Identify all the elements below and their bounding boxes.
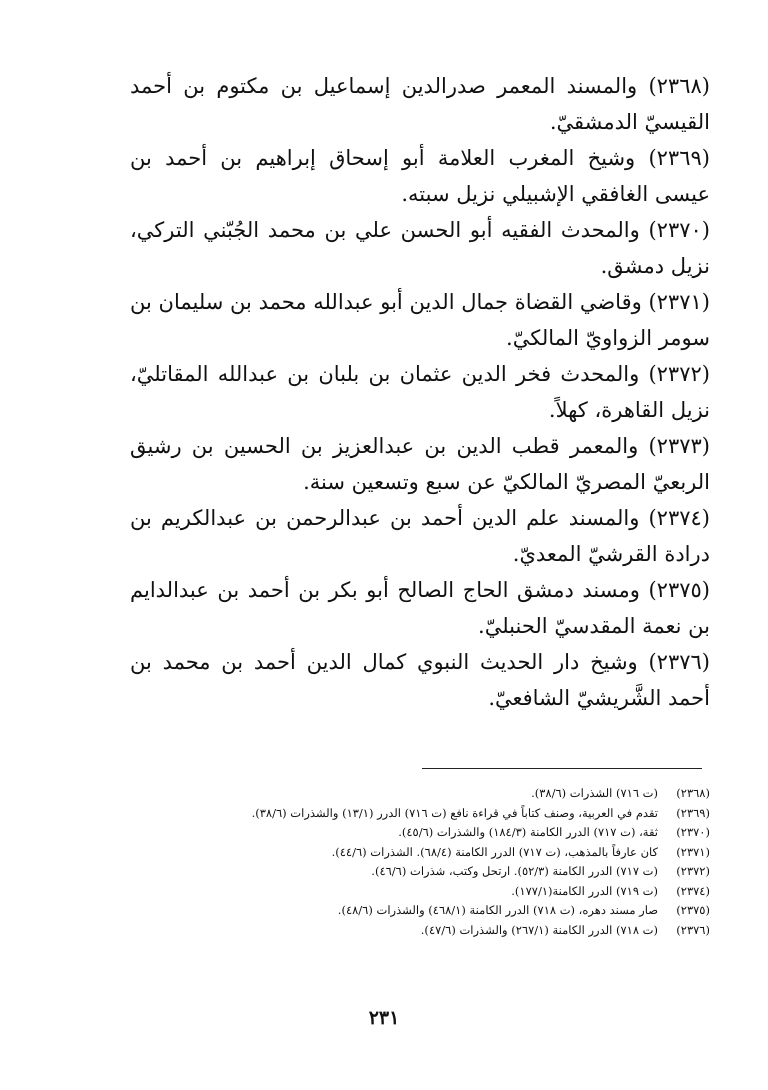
footnote-number: (٢٣٧٢) bbox=[676, 864, 710, 878]
biography-entries bbox=[130, 68, 710, 716]
entry-number: (٢٣٧٤) bbox=[648, 506, 710, 530]
entry-text: والمحدث الفقيه أبو الحسن علي بن محمد الجُبّني التركي، نزيل دمشق. bbox=[130, 218, 710, 278]
entry-text: وشيخ المغرب العلامة أبو إسحاق إبراهيم بن أحمد بن عيسى الغافقي الإشبيلي نزيل سبته. bbox=[130, 146, 710, 206]
footnotes bbox=[130, 784, 710, 940]
footnote-number: (٢٣٦٨) bbox=[676, 786, 710, 800]
entry-2374 bbox=[130, 500, 710, 572]
entry-number: (٢٣٧١) bbox=[648, 290, 710, 314]
footnote-text: (ت ٧١٧) الدرر الكامنة (٥٢/٣). ارتحل وكتب، شذرات (٤٦/٦). bbox=[371, 864, 658, 878]
entry-2369 bbox=[130, 140, 710, 212]
entry-number: (٢٣٦٨) bbox=[648, 74, 710, 98]
entry-text: والمعمر قطب الدين بن عبدالعزيز بن الحسين بن رشيق الربعيّ المصريّ المالكيّ عن سبع وتسعين سنة. bbox=[130, 434, 710, 494]
entry-2368 bbox=[130, 68, 710, 140]
footnote-2372 bbox=[130, 862, 710, 882]
entry-number: (٢٣٧٥) bbox=[648, 578, 710, 602]
entry-number: (٢٣٧٣) bbox=[648, 434, 710, 458]
footnote-2374 bbox=[130, 882, 710, 902]
page-number: ٢٣١ bbox=[368, 1007, 400, 1029]
footnote-2375 bbox=[130, 901, 710, 921]
footnote-text: كان عارفاً بالمذهب، (ت ٧١٧) الدرر الكامنة (٦٨/٤). الشذرات (٤٤/٦). bbox=[331, 844, 658, 859]
entry-2373 bbox=[130, 428, 710, 500]
footnote-2369 bbox=[130, 804, 710, 824]
entry-text: ومسند دمشق الحاج الصالح أبو بكر بن أحمد بن عبدالدايم بن نعمة المقدسيّ الحنبليّ. bbox=[130, 578, 710, 638]
entry-number: (٢٣٦٩) bbox=[648, 146, 710, 170]
footnote-text: ثقة، (ت ٧١٧) الدرر الكامنة (١٨٤/٣) والشذرات (٤٥/٦). bbox=[398, 825, 658, 839]
footnote-number: (٢٣٧١) bbox=[676, 844, 710, 859]
entry-2372 bbox=[130, 356, 710, 428]
footnote-text: (ت ٧١٨) الدرر الكامنة (٢٦٧/١) والشذرات (٤٧/٦). bbox=[420, 922, 658, 937]
entry-2375 bbox=[130, 572, 710, 644]
footnote-number: (٢٣٧٥) bbox=[676, 903, 710, 917]
footnote-2368 bbox=[130, 784, 710, 804]
footnote-number: (٢٣٧٠) bbox=[676, 825, 710, 839]
entry-number: (٢٣٧٦) bbox=[648, 650, 710, 674]
footnote-2370 bbox=[130, 823, 710, 843]
footnote-2376 bbox=[130, 921, 710, 941]
footnote-number: (٢٣٧٤) bbox=[676, 883, 710, 898]
entry-text: والمسند علم الدين أحمد بن عبدالرحمن بن عبدالكريم بن درادة القرشيّ المعديّ. bbox=[130, 506, 710, 566]
entry-2376 bbox=[130, 644, 710, 716]
footnote-divider bbox=[422, 768, 702, 769]
entry-2371 bbox=[130, 284, 710, 356]
entry-number: (٢٣٧٢) bbox=[648, 362, 710, 386]
footnote-text: تقدم في العربية، وصنف كتاباً في قراءة نافع (ت ٧١٦) الدرر (١٣/١) والشذرات (٣٨/٦). bbox=[251, 805, 658, 820]
entry-2370 bbox=[130, 212, 710, 284]
footnote-text: (ت ٧١٩) الدرر الكامنة(١٧٧/١). bbox=[511, 883, 658, 898]
footnote-text: (ت ٧١٦) الشذرات (٣٨/٦). bbox=[531, 786, 658, 800]
footnote-number: (٢٣٦٩) bbox=[676, 805, 710, 820]
footnote-text: صار مسند دهره، (ت ٧١٨) الدرر الكامنة (٤٦٨/١) والشذرات (٤٨/٦). bbox=[337, 903, 658, 917]
entry-text: والمحدث فخر الدين عثمان بن بلبان بن عبدالله المقاتليّ، نزيل القاهرة، كهلاً. bbox=[130, 362, 710, 422]
entry-text: وقاضي القضاة جمال الدين أبو عبدالله محمد بن سليمان بن سومر الزواويّ المالكيّ. bbox=[130, 290, 710, 350]
entry-text: وشيخ دار الحديث النبوي كمال الدين أحمد بن محمد بن أحمد الشَّريشيّ الشافعيّ. bbox=[130, 650, 710, 710]
entry-text: والمسند المعمر صدرالدين إسماعيل بن مكتوم بن أحمد القيسيّ الدمشقيّ. bbox=[130, 74, 710, 134]
entry-number: (٢٣٧٠) bbox=[648, 218, 710, 242]
footnote-number: (٢٣٧٦) bbox=[676, 922, 710, 937]
footnote-2371 bbox=[130, 843, 710, 863]
